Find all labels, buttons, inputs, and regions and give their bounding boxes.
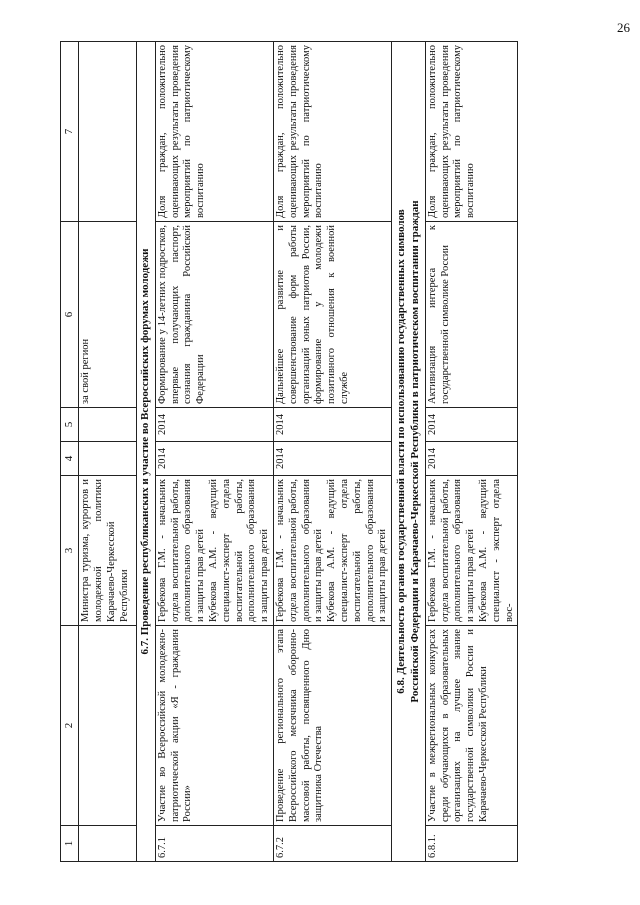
header-cell: 6 — [61, 222, 79, 408]
header-cell: 4 — [61, 442, 79, 476]
continuation-row — [79, 42, 137, 862]
responsible: Гербекова Г.М. - начальник отдела воспитательной работы, дополнительного образования и защиты прав детей Кубекова А.М. - ведущий специалист - эксперт отдела вос- — [425, 476, 518, 626]
rotated-table-page — [60, 42, 600, 862]
end-year: 2014 — [155, 408, 273, 442]
expected-result: Активизация интереса к государственной символике России — [425, 222, 518, 408]
responsible: Гербекова Г.М. - начальник отдела воспитательной работы, дополнительного образования и защиты прав детей Кубекова А.М. - ведущий специалист-эксперт отдела воспитательной работы, дополнительного образования и защиты прав детей — [273, 476, 391, 626]
row-number: 6.7.1 — [155, 826, 273, 862]
table-row — [273, 42, 391, 862]
start-year: 2014 — [425, 442, 518, 476]
section-title-row — [392, 42, 426, 862]
table-row — [155, 42, 273, 862]
section-title: 6.7. Проведение республиканских и участие во Всероссийских форумах молодежи — [137, 42, 155, 862]
event-name: Проведение регионального этапа Всероссийского месячника оборонно-массовой работы, посвященного Дню защитника Отечества — [273, 626, 391, 826]
header-cell: 3 — [61, 476, 79, 626]
start-year: 2014 — [155, 442, 273, 476]
section-title: 6.8. Деятельность органов государственной власти по использованию государственных символов Российской Федерации и Карачаево-Черкесской Республики в патриотическом воспитании граждан — [392, 42, 426, 862]
expected-result: Формирование у 14-летних подростков, впервые получающих паспорт, сознания гражданина Российской Федерации — [155, 222, 273, 408]
row-number: 6.7.2 — [273, 826, 391, 862]
expected-result: Дальнейшее развитие и совершенствование форм работы организаций юных патриотов России, формирование у молодежи позитивного отношения к военной службе — [273, 222, 391, 408]
continuation-responsible: Министра туризма, курортов и молодежной политики Карачаево-Черкесской Республики — [79, 476, 137, 626]
header-row — [61, 42, 79, 862]
indicator: Доля граждан, положительно оценивающих результаты проведения мероприятий по патриотическому воспитанию — [273, 42, 391, 222]
responsible: Гербекова Г.М. - начальник отдела воспитательной работы, дополнительного образования и защиты прав детей Кубекова А.М. - ведущий специалист-эксперт отдела воспитательной работы, дополнительного образования и защиты прав детей — [155, 476, 273, 626]
section-title-row — [137, 42, 155, 862]
start-year: 2014 — [273, 442, 391, 476]
event-name: Участие во Всероссийской молодежно-патриотической акции «Я - гражданин России» — [155, 626, 273, 826]
page-number: 26 — [617, 20, 630, 35]
indicator: Доля граждан, положительно оценивающих результаты проведения мероприятий по патриотическому воспитанию — [155, 42, 273, 222]
end-year: 2014 — [425, 408, 518, 442]
header-cell: 1 — [61, 826, 79, 862]
header-cell: 2 — [61, 626, 79, 826]
continuation-result: за свой регион — [79, 222, 137, 408]
header-cell: 7 — [61, 42, 79, 222]
header-cell: 5 — [61, 408, 79, 442]
table-row — [425, 42, 518, 862]
row-number: 6.8.1. — [425, 826, 518, 862]
end-year: 2014 — [273, 408, 391, 442]
plan-table — [60, 41, 518, 862]
event-name: Участие в межрегиональных конкурсах среди обучающихся в образовательных организациях на лучшее знание государственной символики России и Карачаево-Черкесской Республики — [425, 626, 518, 826]
indicator: Доля граждан, положительно оценивающих результаты проведения мероприятий по патриотическому воспитанию — [425, 42, 518, 222]
